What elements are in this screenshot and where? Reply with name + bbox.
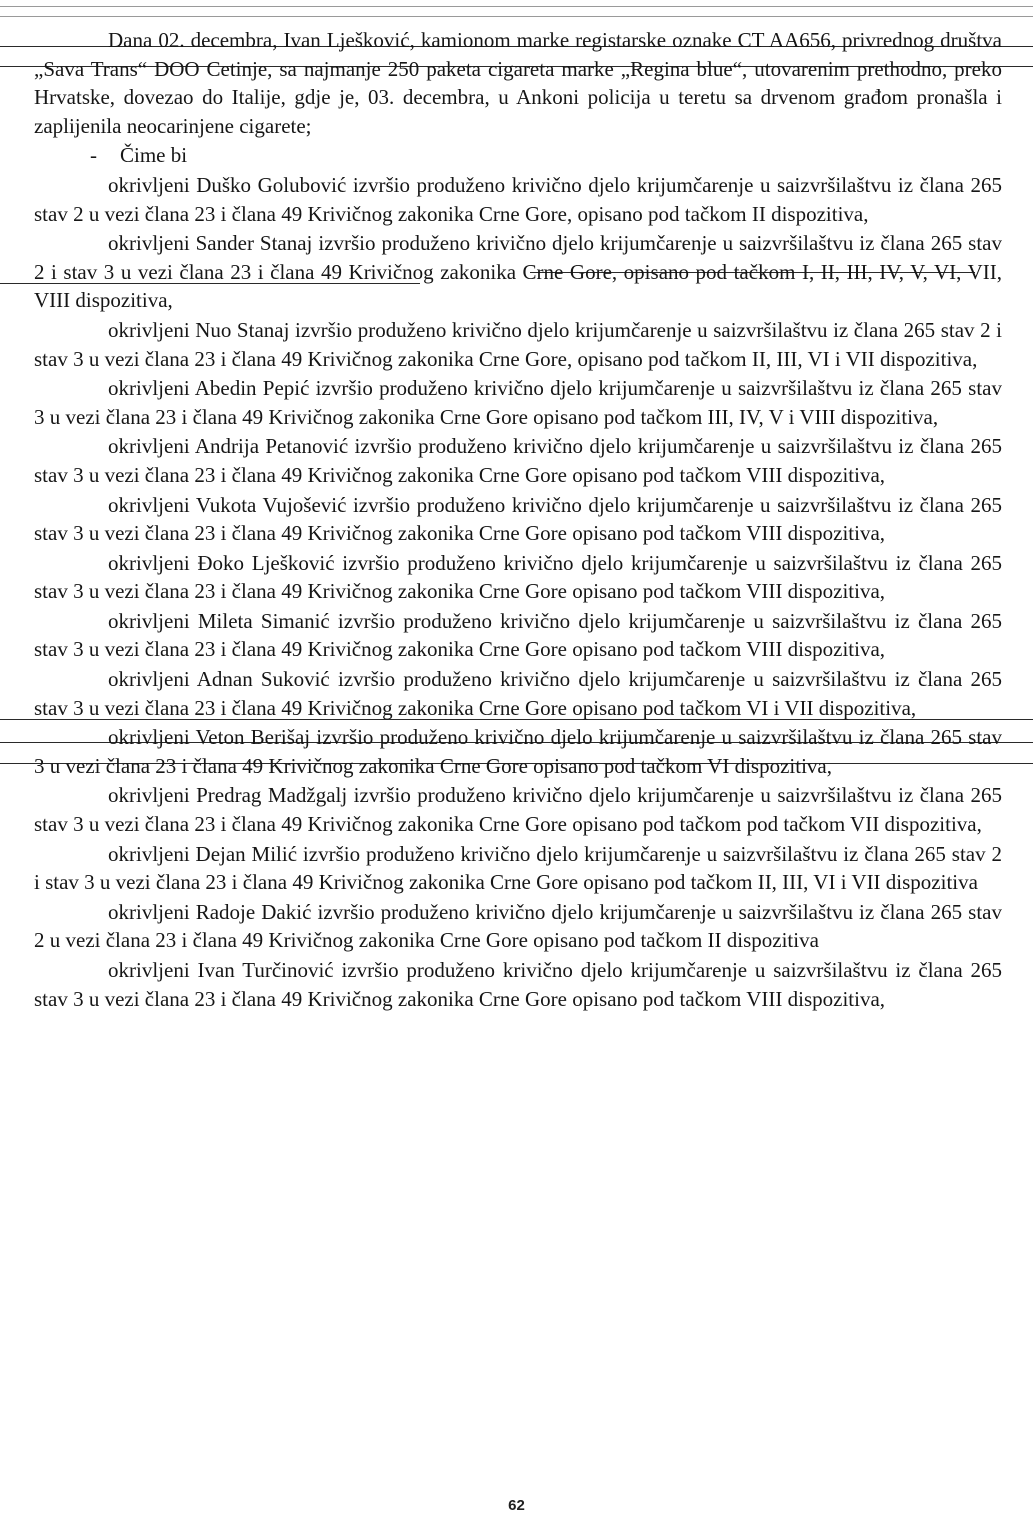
document-body [34, 26, 1002, 1014]
bullet-dash: - [90, 143, 97, 168]
defendant-paragraph: okrivljeni Dejan Milić izvršio produženo krivično djelo krijumčarenje u saizvršilaštvu iz člana 265 stav 2 i stav 3 u vezi člana 23 i člana 49 Krivičnog zakonika Crne Gore opisano pod tačkom II, III, VI i VII dispozitiva [34, 841, 1002, 895]
defendant-paragraph: okrivljeni Predrag Madžgalj izvršio produženo krivično djelo krijumčarenje u saizvršilaštvu iz člana 265 stav 3 u vezi člana 23 i člana 49 Krivičnog zakonika Crne Gore opisano pod tačkom pod tačkom VII dispozitiva, [34, 783, 1002, 837]
defendant-paragraph: okrivljeni Veton Berišaj izvršio produženo krivično djelo krijumčarenje u saizvršilaštvu iz člana 265 stav 3 u vezi člana 23 i člana 49 Krivičnog zakonika Crne Gore opisano pod tačkom VI dispozitiva, [34, 725, 1002, 778]
defendant-paragraph: okrivljeni Mileta Simanić izvršio produženo krivično djelo krijumčarenje u saizvršilaštvu iz člana 265 stav 3 u vezi člana 23 i člana 49 Krivičnog zakonika Crne Gore opisano pod tačkom VIII dispozitiva, [34, 608, 1002, 662]
scan-artifact-line [0, 6, 1033, 7]
defendant-paragraph: okrivljeni Abedin Pepić izvršio produženo krivično djelo krijumčarenje u saizvršilaštvu iz člana 265 stav 3 u vezi člana 23 i člana 49 Krivičnog zakonika Crne Gore opisano pod tačkom III, IV, V i VIII dispozitiva, [34, 376, 1002, 429]
scan-artifact-line [0, 16, 1033, 17]
defendant-paragraph: okrivljeni Ivan Turčinović izvršio produženo krivično djelo krijumčarenje u saizvršilaštvu iz člana 265 stav 3 u vezi člana 23 i člana 49 Krivičnog zakonika Crne Gore opisano pod tačkom VIII dispozitiva, [34, 958, 1002, 1011]
defendant-paragraph: okrivljeni Vukota Vujošević izvršio produženo krivično djelo krijumčarenje u saizvršilaštvu iz člana 265 stav 3 u vezi člana 23 i člana 49 Krivičnog zakonika Crne Gore opisano pod tačkom VIII dispozitiva, [34, 492, 1002, 546]
defendant-paragraph: okrivljeni Duško Golubović izvršio produženo krivično djelo krijumčarenje u saizvršilaštvu iz člana 265 stav 2 u vezi člana 23 i člana 49 Krivičnog zakonika Crne Gore, opisano pod tačkom II dispozitiva, [34, 172, 1002, 226]
page-number: 62 [508, 1497, 525, 1514]
defendant-paragraph: okrivljeni Radoje Dakić izvršio produženo krivično djelo krijumčarenje u saizvršilaštvu iz člana 265 stav 2 u vezi člana 23 i člana 49 Krivičnog zakonika Crne Gore opisano pod tačkom II dispozitiva [34, 899, 1002, 953]
defendant-paragraph: okrivljeni Adnan Suković izvršio produženo krivično djelo krijumčarenje u saizvršilaštvu iz člana 265 stav 3 u vezi člana 23 i člana 49 Krivičnog zakonika Crne Gore opisano pod tačkom VI i VII dispozitiva, [34, 667, 1002, 720]
bullet-item [34, 141, 1002, 170]
bullet-text: Čime bi [120, 143, 188, 168]
defendant-paragraph: okrivljeni Nuo Stanaj izvršio produženo krivično djelo krijumčarenje u saizvršilaštvu iz člana 265 stav 2 i stav 3 u vezi člana 23 i člana 49 Krivičnog zakonika Crne Gore, opisano pod tačkom II, III, VI i VII dispozitiva, [34, 317, 1002, 371]
defendant-paragraph: okrivljeni Sander Stanaj izvršio produženo krivično djelo krijumčarenje u saizvršilaštvu iz člana 265 stav 2 i stav 3 u vezi člana 23 i člana 49 Krivičnog zakonika Crne Gore, opisano pod tačkom I, II, III, IV, V, VI, VII, VIII dispozitiva, [34, 231, 1002, 313]
defendant-paragraph: okrivljeni Đoko Lješković izvršio produženo krivično djelo krijumčarenje u saizvršilaštvu iz člana 265 stav 3 u vezi člana 23 i člana 49 Krivičnog zakonika Crne Gore opisano pod tačkom VIII dispozitiva, [34, 550, 1002, 604]
intro-paragraph: Dana 02. decembra, Ivan Lješković, kamionom marke registarske oznake CT AA656, privrednog društva „Sava Trans“ DOO Cetinje, sa najmanje 250 paketa cigareta marke „Regina blue“, utovarenim prethodno, preko Hrvatske, dovezao do Italije, gdje je, 03. decembra, u Ankoni policija u teretu sa drvenom građom pronašla i zaplijenila neocarinjene cigarete; [34, 28, 1002, 138]
defendant-paragraph: okrivljeni Andrija Petanović izvršio produženo krivično djelo krijumčarenje u saizvršilaštvu iz člana 265 stav 3 u vezi člana 23 i člana 49 Krivičnog zakonika Crne Gore opisano pod tačkom VIII dispozitiva, [34, 434, 1002, 487]
